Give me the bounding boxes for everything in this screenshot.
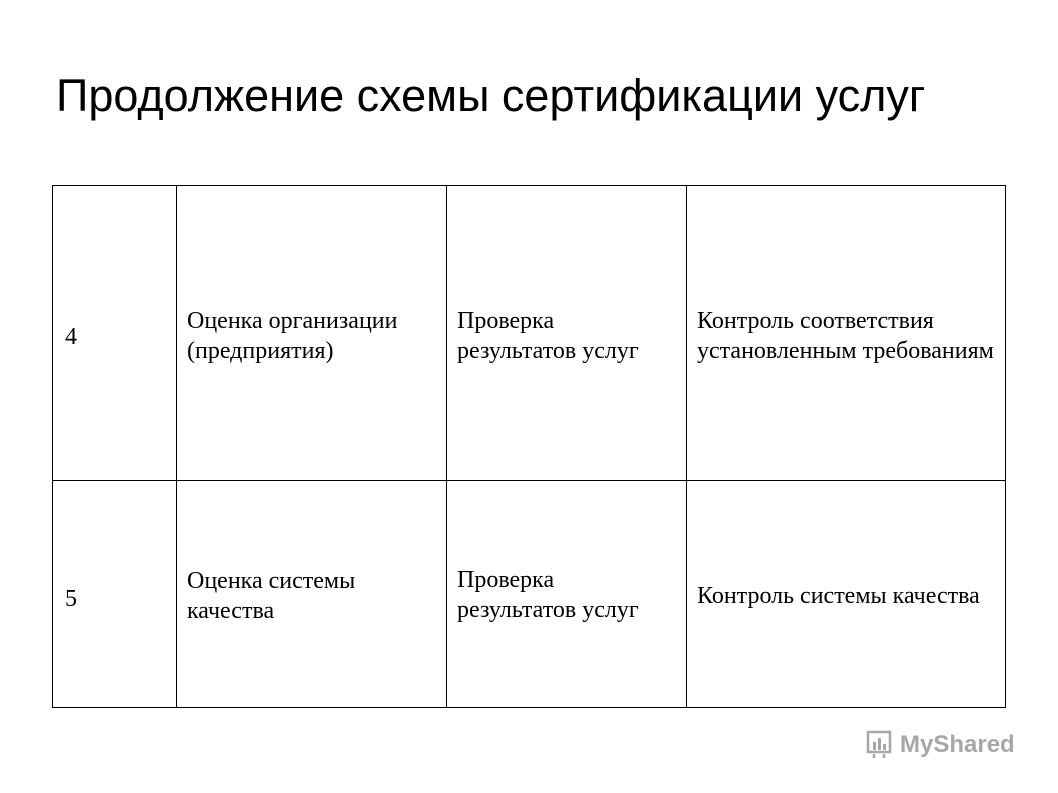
check-text: Проверка результатов услуг bbox=[457, 567, 639, 623]
evaluation-text: Оценка системы качества bbox=[187, 568, 356, 624]
row-number-cell bbox=[53, 481, 177, 708]
watermark bbox=[866, 730, 1015, 760]
row-number: 5 bbox=[65, 586, 77, 612]
control-text: Контроль соответствия установленным требованиям bbox=[697, 308, 994, 364]
evaluation-cell bbox=[177, 481, 447, 708]
row-number-cell bbox=[53, 186, 177, 481]
evaluation-cell bbox=[177, 186, 447, 481]
mystared-logo-icon bbox=[866, 730, 896, 760]
check-text: Проверка результатов услуг bbox=[457, 308, 639, 364]
table-row bbox=[53, 481, 1006, 708]
control-cell bbox=[687, 186, 1006, 481]
slide-title: Продолжение схемы сертификации услуг bbox=[56, 70, 926, 121]
control-text: Контроль системы качества bbox=[697, 583, 980, 609]
table-row bbox=[53, 186, 1006, 481]
row-number: 4 bbox=[65, 324, 77, 350]
check-cell bbox=[447, 481, 687, 708]
control-cell bbox=[687, 481, 1006, 708]
check-cell bbox=[447, 186, 687, 481]
evaluation-text: Оценка организации (предприятия) bbox=[187, 308, 398, 364]
certification-scheme-table bbox=[52, 185, 1006, 708]
watermark-text: MyShared bbox=[900, 731, 1015, 758]
